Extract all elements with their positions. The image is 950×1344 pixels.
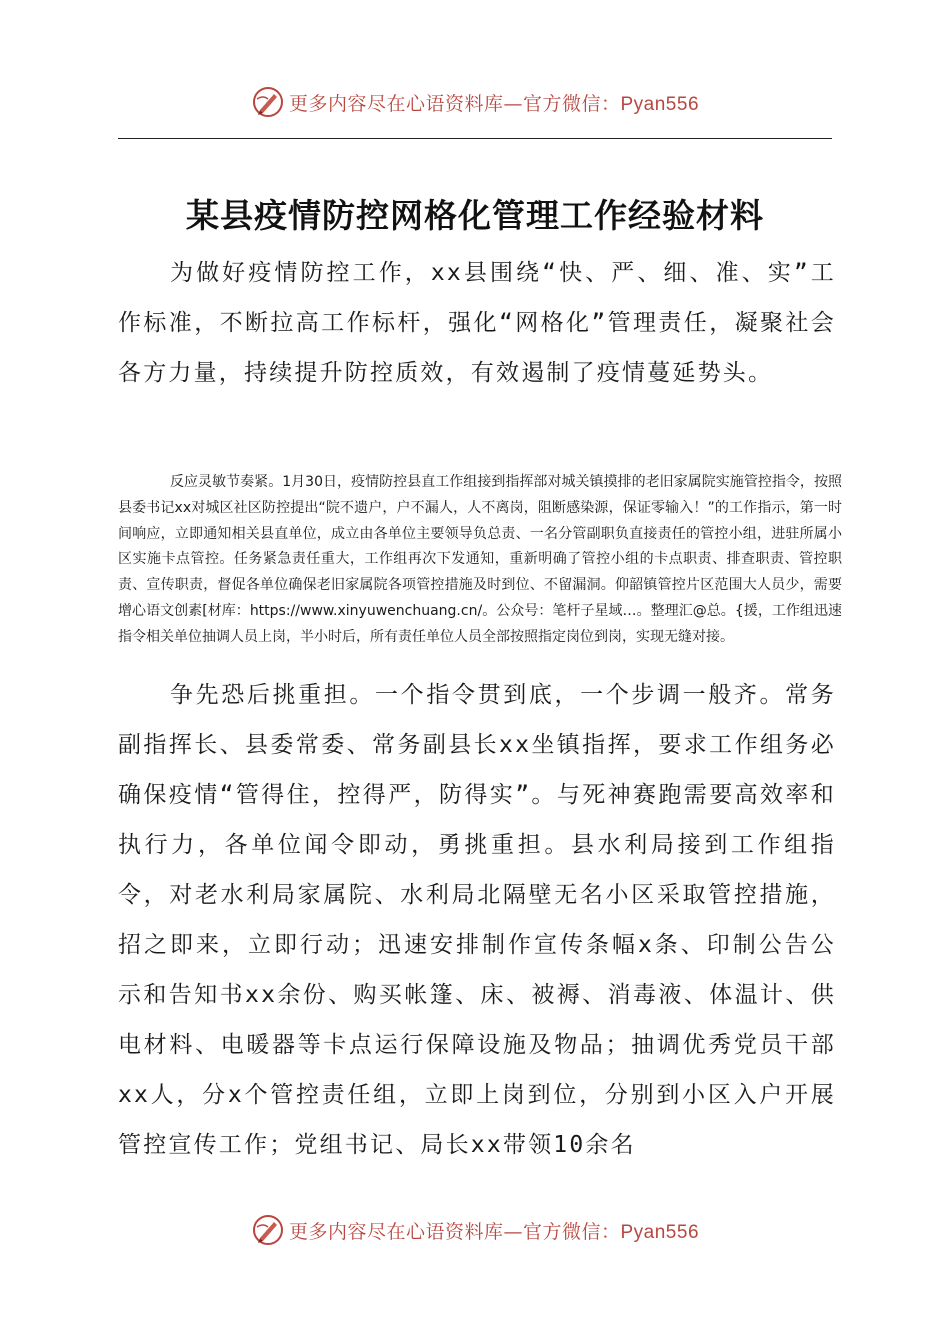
body-paragraph: 争先恐后挑重担。一个指令贯到底，一个步调一般齐。常务副指挥长、县委常委、常务副县长xx坐镇指挥，要求工作组务必确保疫情“管得住，控得严，防得实”。与死神赛跑需要高效率和执行力，各单位闻令即动，勇挑重担。县水利局接到工作组指令，对老水利局家属院、水利局北隔壁无名小区采取管控措施，招之即来，立即行动；迅速安排制作宣传条幅x条、印制公告公示和告知书xx余份、购买帐篷、床、被褥、消毒液、体温计、供电材料、电暖器等卡点运行保障设施及物品；抽调优秀党员干部xx人，分x个管控责任组，立即上岗到位，分别到小区入户开展管控宣传工作；党组书记、局长xx带领10余名 [118,682,836,1158]
document-title: 某县疫情防控网格化管理工作经验材料 [186,196,764,236]
pen-logo-icon [251,1213,285,1247]
body-paragraph-small: 反应灵敏节奏紧。1月30日，疫情防控县直工作组接到指挥部对城关镇摸排的老旧家属院实施管控指令，按照县委书记xx对城区社区防控提出“院不遗户，户不漏人，人不离岗，阻断感染源，保证零输入！”的工作指示，第一时间响应，立即通知相关县直单位，成立由各单位主要领导负总责、一名分管副职负直接责任的管控小组，进驻所属小区实施卡点管控。任务紧急责任重大，工作组再次下发通知，重新明确了管控小组的卡点职责、排查职责、管控职责、宣传职责，督促各单位确保老旧家属院各项管控措施及时到位、不留漏洞。仰韶镇管控片区范围大人员少，需要增心语文创素[材库：https://www.xinyuwenchuang.cn/。公众号：笔杆子星域…。整理汇@总。{援，工作组迅速指令相关单位抽调人员上岗，半小时后，所有责任单位人员全部按照指定岗位到岗，实现无缝对接。 [118,474,842,645]
pen-logo-icon [251,85,285,119]
watermark-label: 更多内容尽在心语资料库—官方微信：Pyan556 [288,92,700,115]
intro-paragraph: 为做好疫情防控工作，xx县围绕“快、严、细、准、实”工作标准，不断拉高工作标杆，强化“网格化”管理责任，凝聚社会各方力量，持续提升防控质效，有效遏制了疫情蔓延势头。 [118,260,836,386]
footer-watermark [0,1210,950,1250]
header-watermark [0,82,950,122]
header-divider [118,138,832,139]
watermark-label: 更多内容尽在心语资料库—官方微信：Pyan556 [288,1220,700,1243]
